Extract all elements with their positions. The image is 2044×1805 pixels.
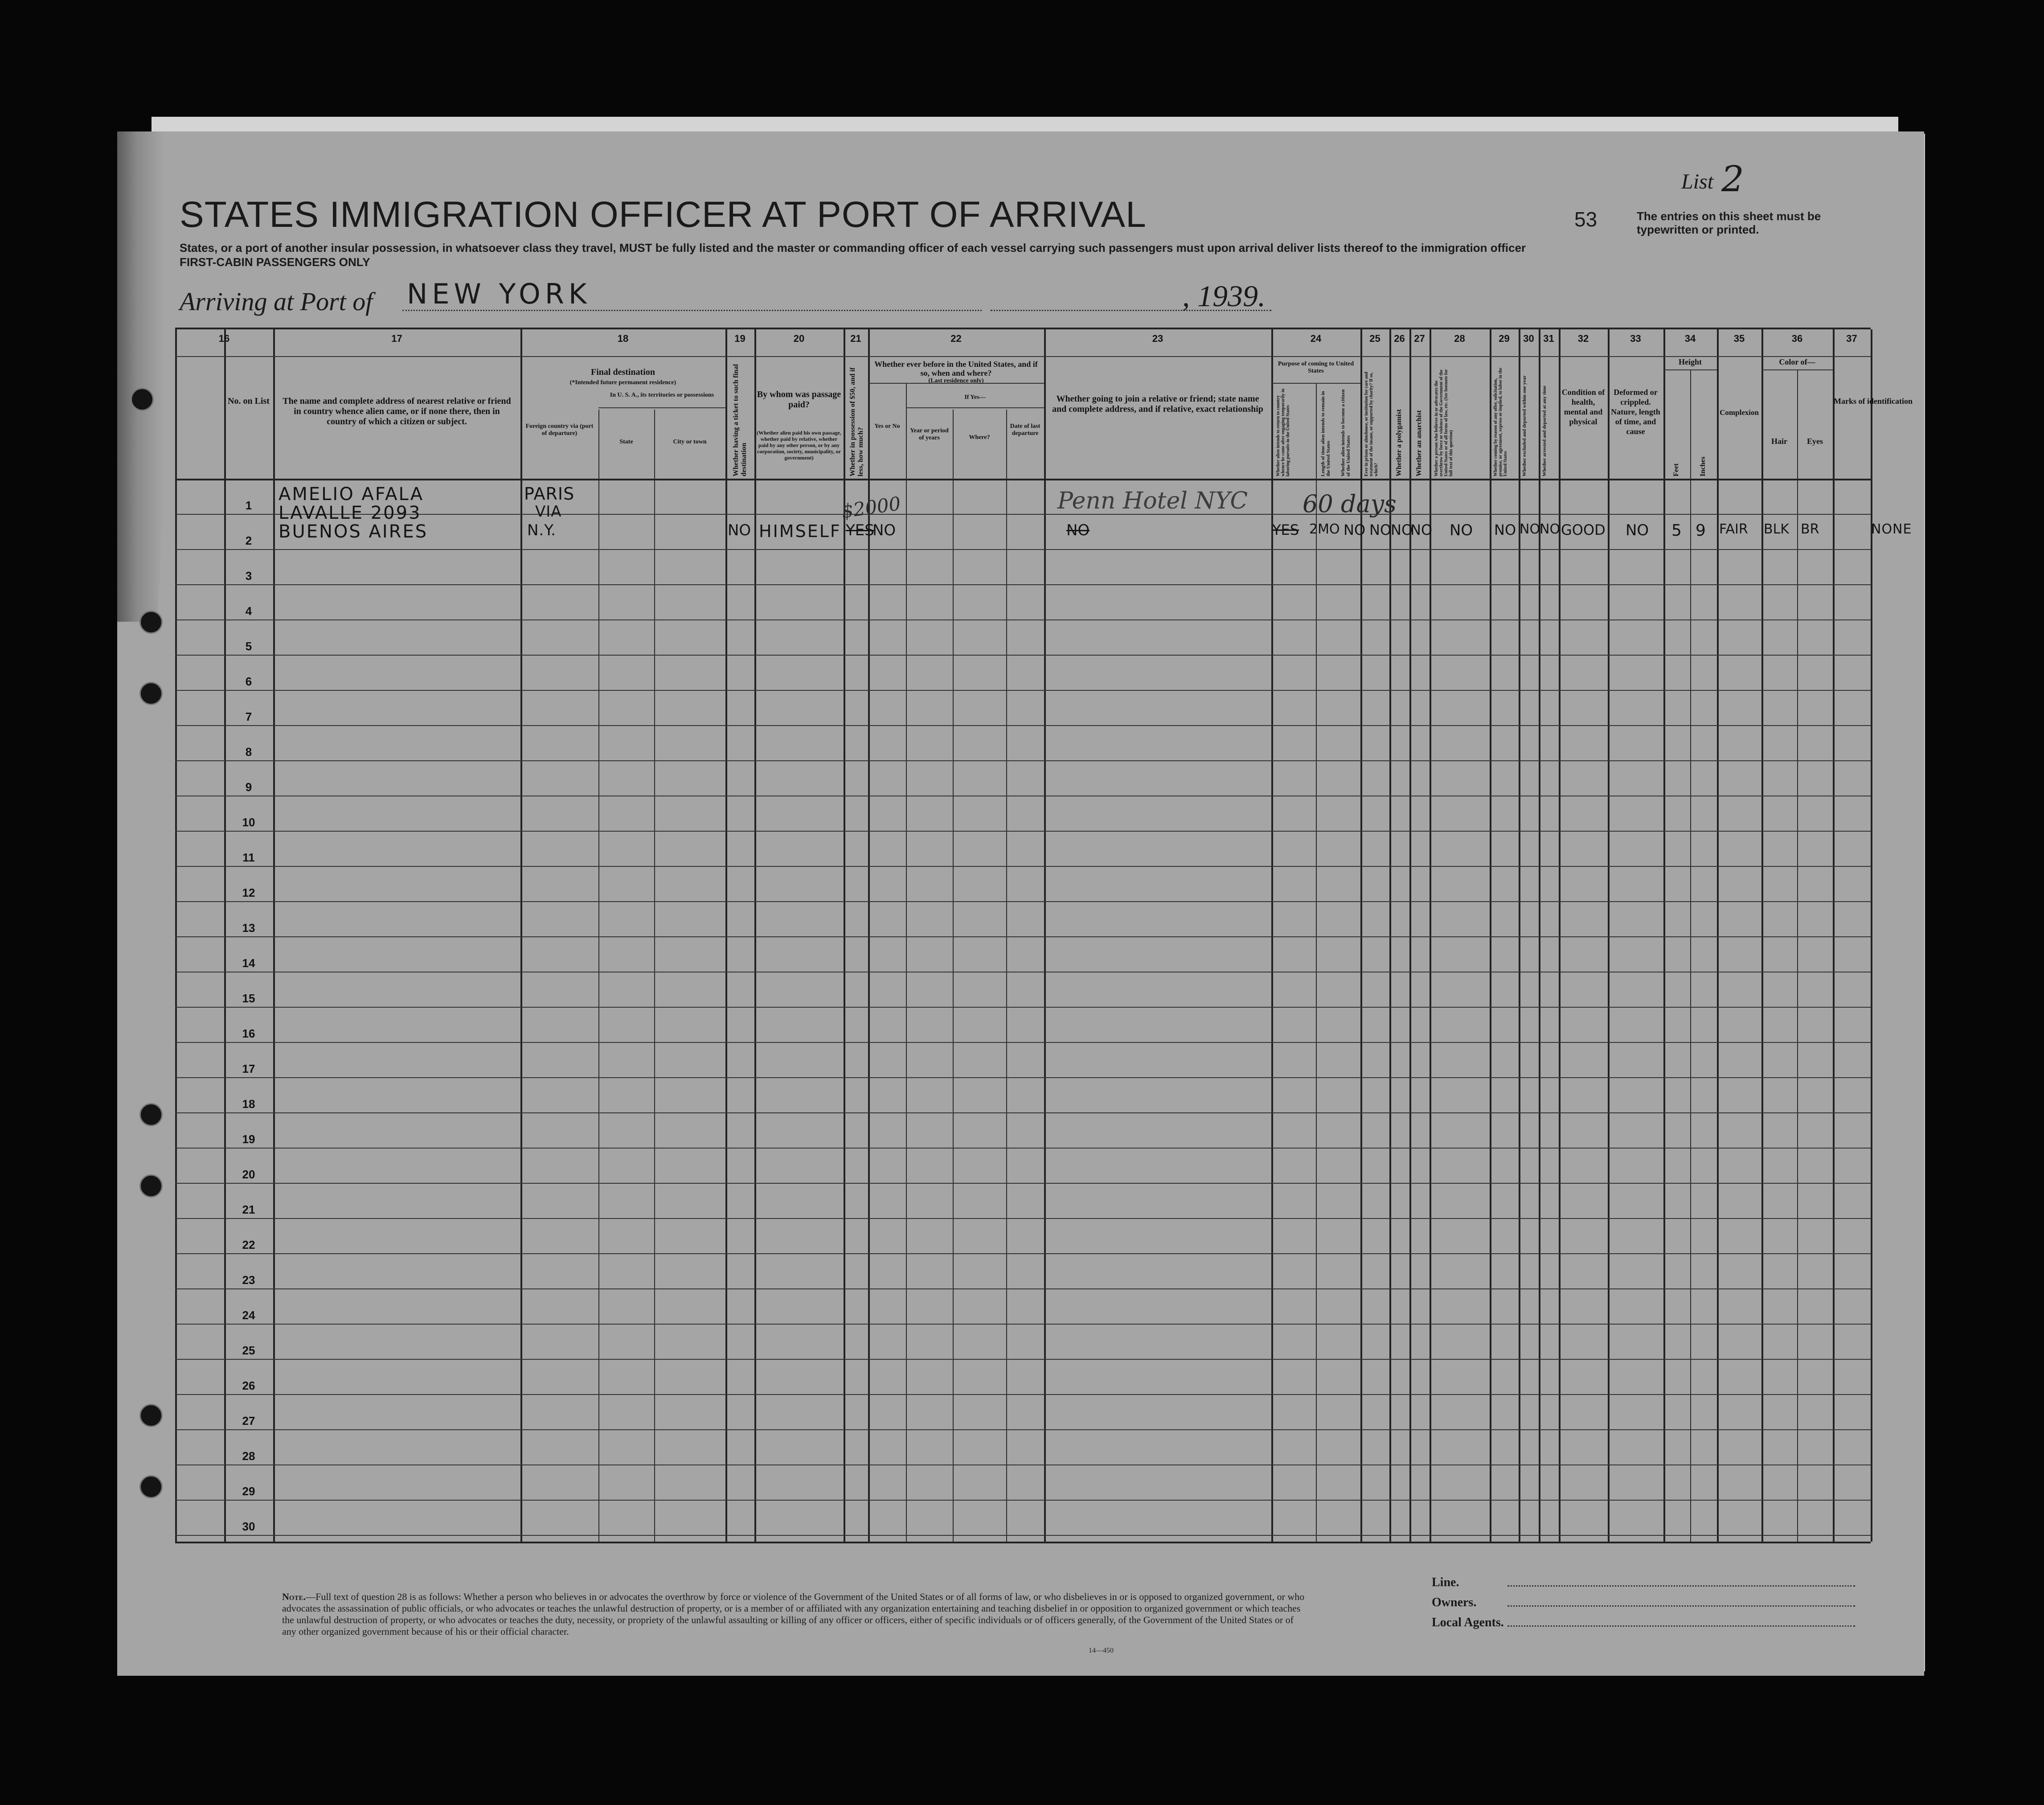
table-row — [175, 655, 1871, 656]
col-divider — [654, 410, 655, 1542]
footnote-label: Note. — [282, 1591, 306, 1602]
col-number-28: 28 — [1454, 333, 1465, 344]
row-number: 16 — [242, 1027, 255, 1040]
table-row — [175, 725, 1871, 726]
arrival-year: , 1939. — [1182, 279, 1266, 313]
owners-label: Owners. — [1432, 1596, 1477, 1609]
row-number: 21 — [242, 1203, 255, 1216]
col-number-26: 26 — [1394, 333, 1405, 344]
col-divider — [175, 329, 177, 1542]
col-number-17: 17 — [391, 333, 402, 344]
header-condition-of-health: Condition of health, mental and physical — [1561, 388, 1605, 426]
row-number: 11 — [242, 851, 255, 864]
table-row — [175, 514, 1871, 515]
entry-health: GOOD — [1561, 521, 1606, 538]
table-row — [175, 690, 1871, 691]
header-color-of: Color of— — [1779, 357, 1815, 366]
entry-foreign-line-1: PARIS — [524, 484, 575, 504]
manifest-sheet — [117, 131, 1924, 1676]
col-divider — [598, 410, 599, 1542]
col-divider — [906, 383, 907, 1542]
header-final-destination-sub: (*Intended future permanent residence) — [569, 379, 676, 386]
header-date-of-departure: Date of last departure — [1010, 423, 1040, 437]
header-overthrow: Whether a person who believes in or advocates the overthrow by force or violence of the Government of the United States or of all forms of law, etc. (See footnote for full text of this question) — [1434, 369, 1454, 476]
table-row — [175, 1112, 1871, 1113]
port-name: NEW YORK — [407, 278, 591, 310]
col-number-24: 24 — [1310, 333, 1322, 344]
table-row — [175, 1500, 1871, 1501]
header-yes-or-no: Yes or No — [874, 423, 900, 430]
col-divider — [725, 329, 727, 1542]
col-divider — [224, 329, 226, 1542]
manifest-table — [175, 328, 1913, 1543]
entry-foreign-line-2: VIA — [535, 503, 562, 521]
table-row — [175, 1077, 1871, 1078]
row-number: 17 — [242, 1062, 255, 1075]
subheader-rule — [1761, 369, 1833, 370]
col-divider — [1044, 329, 1046, 1542]
col-number-23: 23 — [1152, 333, 1163, 344]
table-row — [175, 1253, 1871, 1254]
row-number: 28 — [242, 1449, 255, 1463]
col-divider — [754, 329, 756, 1542]
col-number-19: 19 — [734, 333, 746, 344]
header-hair: Hair — [1771, 437, 1787, 446]
header-passage-paid: By whom was passage paid? — [757, 390, 841, 410]
header-return-after-laboring: Whether alien intends to return to country whence he came after engaging temporarily in laboring pursuits in the United States — [1276, 389, 1290, 476]
entry-height-inches: 9 — [1696, 521, 1707, 540]
header-complexion: Complexion — [1720, 408, 1759, 417]
entry-hair: BLK — [1764, 521, 1789, 537]
entry-prison: NO — [1369, 521, 1392, 538]
row-number: 20 — [242, 1168, 255, 1181]
line-label: Line. — [1432, 1575, 1459, 1589]
table-row — [175, 1324, 1871, 1325]
entry-length-of-stay: 2MO — [1309, 521, 1340, 537]
header-inches: Inches — [1699, 456, 1707, 476]
col-divider — [1539, 329, 1540, 1542]
header-in-usa: In U. S. A., its territories or possessions — [610, 392, 714, 398]
col-number-20: 20 — [793, 333, 805, 344]
col-divider — [1663, 329, 1665, 1542]
col-divider — [1271, 329, 1273, 1542]
row-number: 9 — [245, 780, 252, 794]
col-number-36: 36 — [1791, 333, 1803, 344]
table-row — [175, 549, 1871, 550]
owners-field — [1507, 1605, 1855, 1607]
local-agents-field — [1507, 1625, 1855, 1627]
col-divider — [1608, 329, 1610, 1542]
binder-hole — [139, 1475, 163, 1498]
page-title: STATES IMMIGRATION OFFICER AT PORT OF ARRIVAL — [180, 194, 1147, 235]
row-number: 14 — [242, 956, 255, 970]
binder-hole — [139, 1174, 163, 1198]
row-number: 10 — [242, 816, 255, 829]
table-row — [175, 866, 1871, 867]
row-number: 15 — [242, 992, 255, 1005]
table-row — [175, 584, 1871, 585]
header-join-relative: Whether going to join a relative or friend; state name and complete address, and if relative, exact relationship — [1052, 394, 1263, 414]
table-row — [175, 1007, 1871, 1008]
subheader-rule — [598, 407, 725, 408]
port-dotted-line — [402, 310, 982, 311]
table-row — [175, 901, 1871, 902]
row-number: 4 — [245, 604, 252, 618]
header-ticket: Whether having a ticket to such final destination — [732, 364, 748, 476]
table-row — [175, 936, 1871, 937]
typewritten-notice: The entries on this sheet must be typewritten or printed. — [1637, 209, 1821, 236]
entry-polygamist: NO — [1391, 521, 1413, 538]
entry-eyes: BR — [1801, 521, 1819, 537]
header-bottom-rule — [175, 479, 1871, 480]
col-number-18: 18 — [617, 333, 629, 344]
table-row — [175, 1148, 1871, 1149]
header-year-or-period: Year or period of years — [910, 427, 949, 441]
entry-labor-offer: NO — [1494, 521, 1516, 538]
table-row — [175, 619, 1871, 620]
entry-arrested: NO — [1540, 521, 1561, 537]
col-number-27: 27 — [1414, 333, 1425, 344]
row-number: 30 — [242, 1520, 255, 1533]
entry-name-line-3: BUENOS AIRES — [279, 521, 428, 542]
header-arrested-deported: Whether arrested and deported at any time — [1542, 386, 1547, 476]
form-code: 14—450 — [1089, 1647, 1114, 1654]
binder-hole — [131, 388, 154, 411]
arriving-label: Arriving at Port of — [180, 287, 373, 316]
binder-hole — [139, 682, 163, 705]
col-number-31: 31 — [1543, 333, 1554, 344]
subheader-rule — [1663, 369, 1717, 370]
table-row — [175, 831, 1871, 832]
table-row — [175, 1042, 1871, 1043]
col-number-35: 35 — [1733, 333, 1745, 344]
entry-join-note: Penn Hotel NYC — [1057, 488, 1248, 514]
row-number: 5 — [245, 640, 252, 653]
footnote-text: —Full text of question 28 is as follows: Whether a person who believes in or advocates the overthrow by force or violence of the Government of the United States or of all forms of law, or who disbelieves in or is opposed to organized government, or who advocates the assassination of public officials, or who advocates or teaches the unlawful destruction of property, or is a member of or affiliated with any organization entertaining and teaching disbelief in or opposition to organized government or which teaches the unlawful destruction of property, or who advocates or teaches the duty, necessity, or propriety of the unlawful assaulting or killing of any officer or officers, either of specific individuals or of officers generally, of the Government of the United States or of any other organized government because of his or their official character. — [282, 1591, 1305, 1637]
header-polygamist: Whether a polygamist — [1395, 409, 1403, 476]
header-where: Where? — [969, 434, 990, 441]
col-divider — [273, 329, 275, 1542]
col-number-37: 37 — [1846, 333, 1857, 344]
table-row — [175, 1429, 1871, 1430]
entry-citizen: NO — [1344, 521, 1366, 538]
table-row — [175, 1183, 1871, 1184]
col-divider — [1519, 329, 1520, 1542]
header-nearest-relative: The name and complete address of nearest relative or friend in country whence alien came, or if none there, then in country of which a citizen or subject. — [283, 396, 511, 427]
col-divider — [1833, 329, 1835, 1542]
row-number: 12 — [242, 886, 255, 899]
row-number: 1 — [245, 499, 252, 512]
row-number: 8 — [245, 745, 252, 759]
list-number: 2 — [1721, 158, 1744, 200]
col-divider — [1797, 369, 1798, 1542]
header-feet: Feet — [1672, 463, 1680, 476]
row-number: 13 — [242, 921, 255, 935]
row-number: 24 — [242, 1309, 255, 1322]
torn-edge — [117, 131, 184, 622]
subheader-rule — [906, 407, 1044, 408]
col-divider — [1717, 329, 1719, 1542]
header-deformed: Deformed or crippled. Nature, length of time, and cause — [1611, 388, 1660, 436]
binder-hole — [139, 611, 163, 634]
header-anarchist: Whether an anarchist — [1415, 410, 1423, 476]
col-number-25: 25 — [1369, 333, 1380, 344]
entry-before-in-us: NO — [872, 521, 896, 539]
binder-hole — [139, 1404, 163, 1427]
entry-purpose-struck: YES — [1272, 521, 1299, 538]
col-divider — [1430, 329, 1431, 1542]
col-number-30: 30 — [1523, 333, 1534, 344]
entry-deformed: NO — [1626, 521, 1649, 539]
header-length-of-stay: Length of time alien intends to remain in the United States — [1320, 391, 1331, 476]
header-foreign-country: Foreign country via (port of departure) — [525, 423, 594, 437]
binder-hole — [139, 1103, 163, 1126]
header-city-or-town: City or town — [673, 439, 707, 445]
footnote — [282, 1591, 1307, 1637]
col-divider — [1490, 329, 1491, 1542]
entry-excluded: NO — [1520, 521, 1540, 537]
entry-name-line-2: LAVALLE 2093 — [279, 503, 422, 523]
local-agents-label: Local Agents. — [1432, 1616, 1504, 1629]
col-number-rule — [175, 356, 1871, 357]
table-row — [175, 1218, 1871, 1219]
row-number: 3 — [245, 569, 252, 583]
col-number-34: 34 — [1684, 333, 1696, 344]
entry-anarchist: NO — [1410, 521, 1433, 538]
entry-join-struck: NO — [1066, 521, 1090, 539]
row-number: 18 — [242, 1097, 255, 1111]
entry-foreign-line-3: N.Y. — [527, 521, 556, 539]
table-row — [175, 1288, 1871, 1289]
header-no-on-list: No. on List — [228, 396, 270, 406]
row-number: 22 — [242, 1238, 255, 1251]
table-row — [175, 1535, 1871, 1536]
col-divider — [1761, 329, 1763, 1542]
col-divider — [1316, 383, 1317, 1542]
row-number: 6 — [245, 675, 252, 688]
col-divider — [953, 410, 954, 1542]
header-excluded-deported: Whether excluded and deported within one year — [1522, 375, 1527, 476]
intro-line-1: States, or a port of another insular possession, in whatsoever class they travel, MUST be fully listed and the master or commanding officer of each vessel carrying such passengers must upon arrival deliver lists thereof to the immigration officer — [180, 241, 1526, 254]
col-divider — [1006, 410, 1007, 1542]
entry-overthrow: NO — [1450, 521, 1473, 539]
col-divider — [520, 329, 522, 1542]
header-labor-offer: Whether coming by reason of any offer, solicitation, promise, or agreement, express or implied, to labor in the United States — [1493, 368, 1508, 476]
line-field — [1507, 1585, 1855, 1587]
row-number: 2 — [245, 534, 252, 547]
row-number: 7 — [245, 710, 252, 723]
entry-length-note: 60 days — [1303, 490, 1397, 518]
col-number-21: 21 — [850, 333, 861, 344]
col-divider — [1409, 329, 1411, 1542]
entry-complexion: FAIR — [1719, 521, 1748, 537]
table-row — [175, 1359, 1871, 1360]
row-number: 23 — [242, 1273, 255, 1287]
header-marks-of-identification: Marks of identification — [1834, 397, 1913, 406]
header-purpose: Purpose of coming to United States — [1278, 361, 1354, 374]
row-number: 19 — [242, 1132, 255, 1146]
intro-line-2: FIRST-CABIN PASSENGERS ONLY — [180, 255, 370, 269]
entry-money-struck: YES — [846, 521, 874, 539]
header-eyes: Eyes — [1807, 437, 1823, 446]
page-number: 53 — [1574, 208, 1598, 231]
entry-name-line-1: AMELIO AFALA — [279, 484, 424, 505]
col-number-22: 22 — [950, 333, 962, 344]
header-passage-paid-sub: (Whether alien paid his own passage, whether paid by relative, whether paid by any other person, or by any corporation, society, municipality, or government) — [757, 430, 841, 461]
entry-marks: NONE — [1871, 521, 1912, 537]
header-last-residence: (Last residence only) — [928, 377, 984, 384]
header-final-destination: Final destination — [591, 367, 655, 377]
header-state: State — [619, 439, 633, 445]
row-number: 26 — [242, 1379, 255, 1392]
table-row — [175, 1394, 1871, 1395]
col-number-16: 16 — [218, 333, 230, 344]
intro-text — [180, 241, 1695, 269]
header-prison: Ever in prison or almshouse, or institution for care and treatment of the insane, or supported by charity? If so, which? — [1364, 372, 1379, 476]
list-label: List — [1681, 170, 1714, 193]
header-ever-before-in-us: Whether ever before in the United States, and if so, when and where? — [874, 360, 1038, 377]
subheader-rule — [1271, 383, 1360, 384]
header-if-yes: If Yes— — [964, 394, 986, 401]
col-number-33: 33 — [1630, 333, 1641, 344]
header-fifty-dollars: Whether in possession of $50, and if less, how much? — [849, 367, 864, 476]
table-row — [175, 760, 1871, 761]
col-divider — [1871, 329, 1872, 1542]
row-number: 25 — [242, 1344, 255, 1357]
header-height: Height — [1679, 357, 1702, 366]
col-number-32: 32 — [1577, 333, 1589, 344]
row-number: 29 — [242, 1485, 255, 1498]
col-number-29: 29 — [1499, 333, 1510, 344]
col-divider — [1559, 329, 1561, 1542]
entry-ticket: NO — [728, 521, 751, 539]
header-become-citizen: Whether alien intends to become a citizen of the United States — [1340, 389, 1351, 476]
col-divider — [1690, 369, 1691, 1542]
entry-money-amount: $2000 — [840, 492, 902, 523]
row-number: 27 — [242, 1414, 255, 1428]
entry-paid-by: HIMSELF — [759, 521, 841, 541]
entry-height-feet: 5 — [1671, 521, 1683, 540]
